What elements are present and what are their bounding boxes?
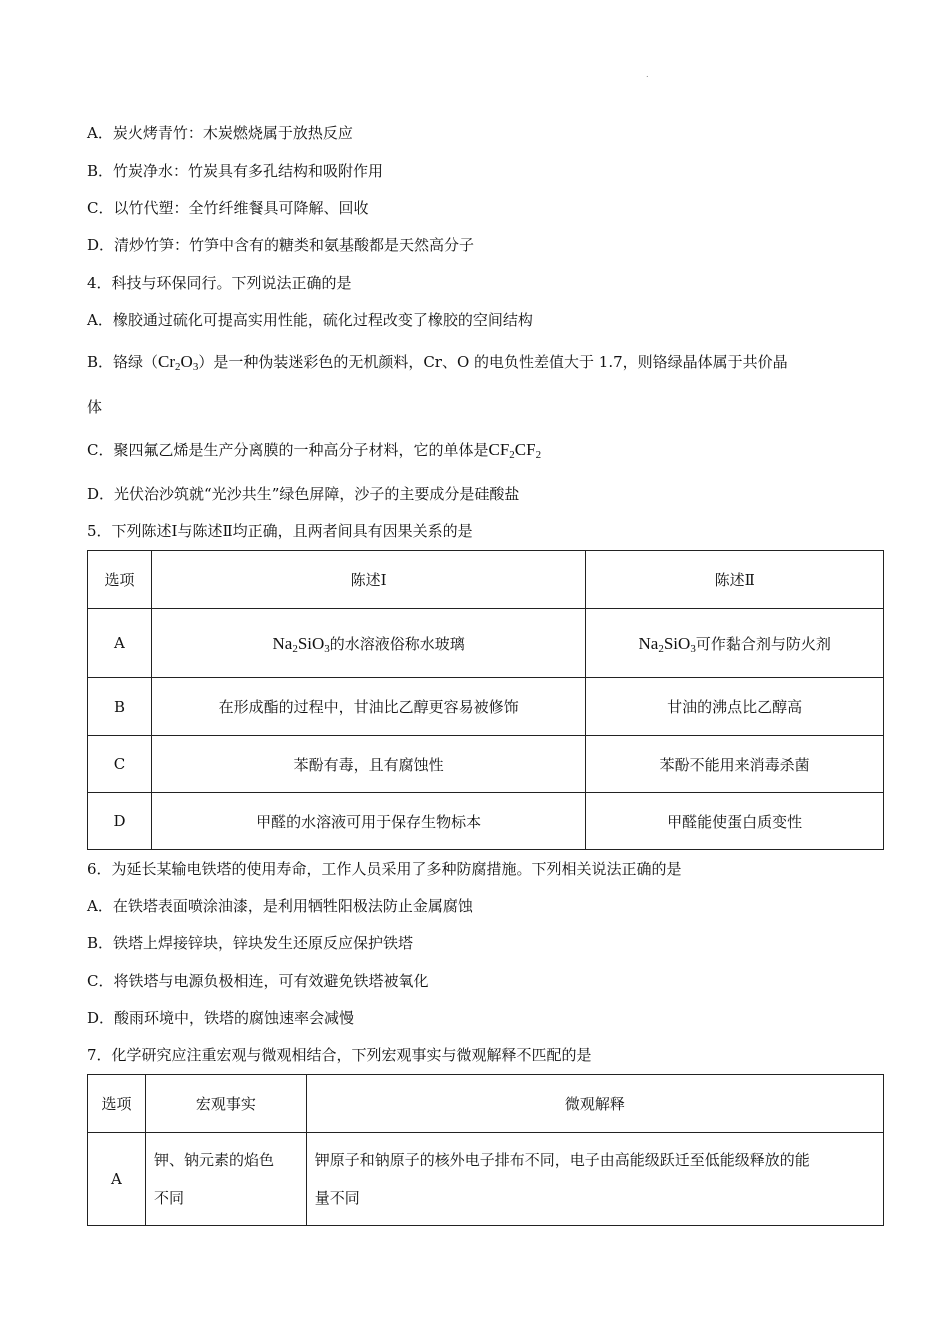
q7-table (87, 1074, 884, 1226)
q7-header-explanation: 微观解释 (306, 1075, 883, 1133)
q7-row-fact: 钾、钠元素的焰色 不同 (145, 1133, 306, 1226)
q3-option-d: D．清炒竹笋：竹笋中含有的糖类和氨基酸都是天然高分子 (87, 236, 475, 254)
q7-header-option: 选项 (88, 1075, 146, 1133)
q5-row-statement-1: 甲醛的水溶液可用于保存生物标本 (151, 793, 585, 850)
header-dot: . (646, 70, 649, 79)
q4-option-b (87, 352, 788, 372)
q5-row-option: C (88, 736, 152, 793)
q4-option-a: A．橡胶通过硫化可提高实用性能，硫化过程改变了橡胶的空间结构 (87, 311, 533, 329)
q7-header-fact: 宏观事实 (145, 1075, 306, 1133)
q5-row-statement-2: 苯酚不能用来消毒杀菌 (586, 736, 884, 793)
q4-option-c (87, 440, 541, 460)
q4-option-b-wrap: 体 (87, 398, 103, 416)
q5-row-statement-2: 甘油的沸点比乙醇高 (586, 678, 884, 736)
formula-cr2o3: $Cr_2O_3$ (158, 352, 199, 373)
q3-option-c: C．以竹代塑：全竹纤维餐具可降解、回收 (87, 199, 369, 217)
q5-row-option: D (88, 793, 152, 850)
q5-header-option: 选项 (88, 551, 152, 609)
q5-row-a-statement-1: $Na_2SiO_3$的水溶液俗称水玻璃 (151, 609, 585, 678)
q6-option-d: D．酸雨环境中，铁塔的腐蚀速率会减慢 (87, 1009, 355, 1027)
q6-stem: 6．为延长某输电铁塔的使用寿命，工作人员采用了多种防腐措施。下列相关说法正确的是 (87, 860, 682, 878)
q5-row-option: B (88, 678, 152, 736)
q5-row-statement-1: 苯酚有毒，且有腐蚀性 (151, 736, 585, 793)
q7-row-option: A (88, 1133, 146, 1226)
table-row (88, 736, 884, 793)
table-row (88, 678, 884, 736)
q4-b-text: ）是一种伪装迷彩色的无机颜料，Cr、O 的电负性差值大于 1.7，则铬绿晶体属于共价晶 (198, 353, 788, 371)
q7-header-row (88, 1075, 884, 1133)
q5-header-statement-2: 陈述Ⅱ (586, 551, 884, 609)
q7-row-explanation: 钾原子和钠原子的核外电子排布不同，电子由高能级跃迁至低能级释放的能 量不同 (306, 1133, 883, 1226)
q4-b-prefix: B．铬绿（ (87, 353, 159, 371)
table-row (88, 793, 884, 850)
q3-option-a: A．炭火烤青竹：木炭燃烧属于放热反应 (87, 124, 353, 142)
q5-header-statement-1: 陈述Ⅰ (151, 551, 585, 609)
q6-option-a: A．在铁塔表面喷涂油漆，是利用牺牲阳极法防止金属腐蚀 (87, 897, 473, 915)
q5-table (87, 550, 884, 850)
q5-stem: 5．下列陈述Ⅰ与陈述Ⅱ均正确，且两者间具有因果关系的是 (87, 522, 473, 540)
table-row (88, 609, 884, 678)
q3-option-b: B．竹炭净水：竹炭具有多孔结构和吸附作用 (87, 162, 384, 180)
formula-cf2cf2: $CF_2CF_2$ (488, 440, 542, 461)
q5-header-row (88, 551, 884, 609)
table-row (88, 1133, 884, 1226)
q4-stem: 4．科技与环保同行。下列说法正确的是 (87, 274, 352, 292)
q6-option-b: B．铁塔上焊接锌块，锌块发生还原反应保护铁塔 (87, 934, 414, 952)
q4-c-text: C．聚四氟乙烯是生产分离膜的一种高分子材料，它的单体是 (87, 441, 489, 459)
q6-option-c: C．将铁塔与电源负极相连，可有效避免铁塔被氧化 (87, 972, 429, 990)
q4-option-d: D．光伏治沙筑就“光沙共生”绿色屏障，沙子的主要成分是硅酸盐 (87, 485, 520, 503)
q5-row-statement-1: 在形成酯的过程中，甘油比乙醇更容易被修饰 (151, 678, 585, 736)
q5-row-option: A (88, 609, 152, 678)
q7-stem: 7．化学研究应注重宏观与微观相结合，下列宏观事实与微观解释不匹配的是 (87, 1046, 592, 1064)
q5-row-a-statement-2: $Na_2SiO_3$可作黏合剂与防火剂 (586, 609, 884, 678)
q5-row-statement-2: 甲醛能使蛋白质变性 (586, 793, 884, 850)
